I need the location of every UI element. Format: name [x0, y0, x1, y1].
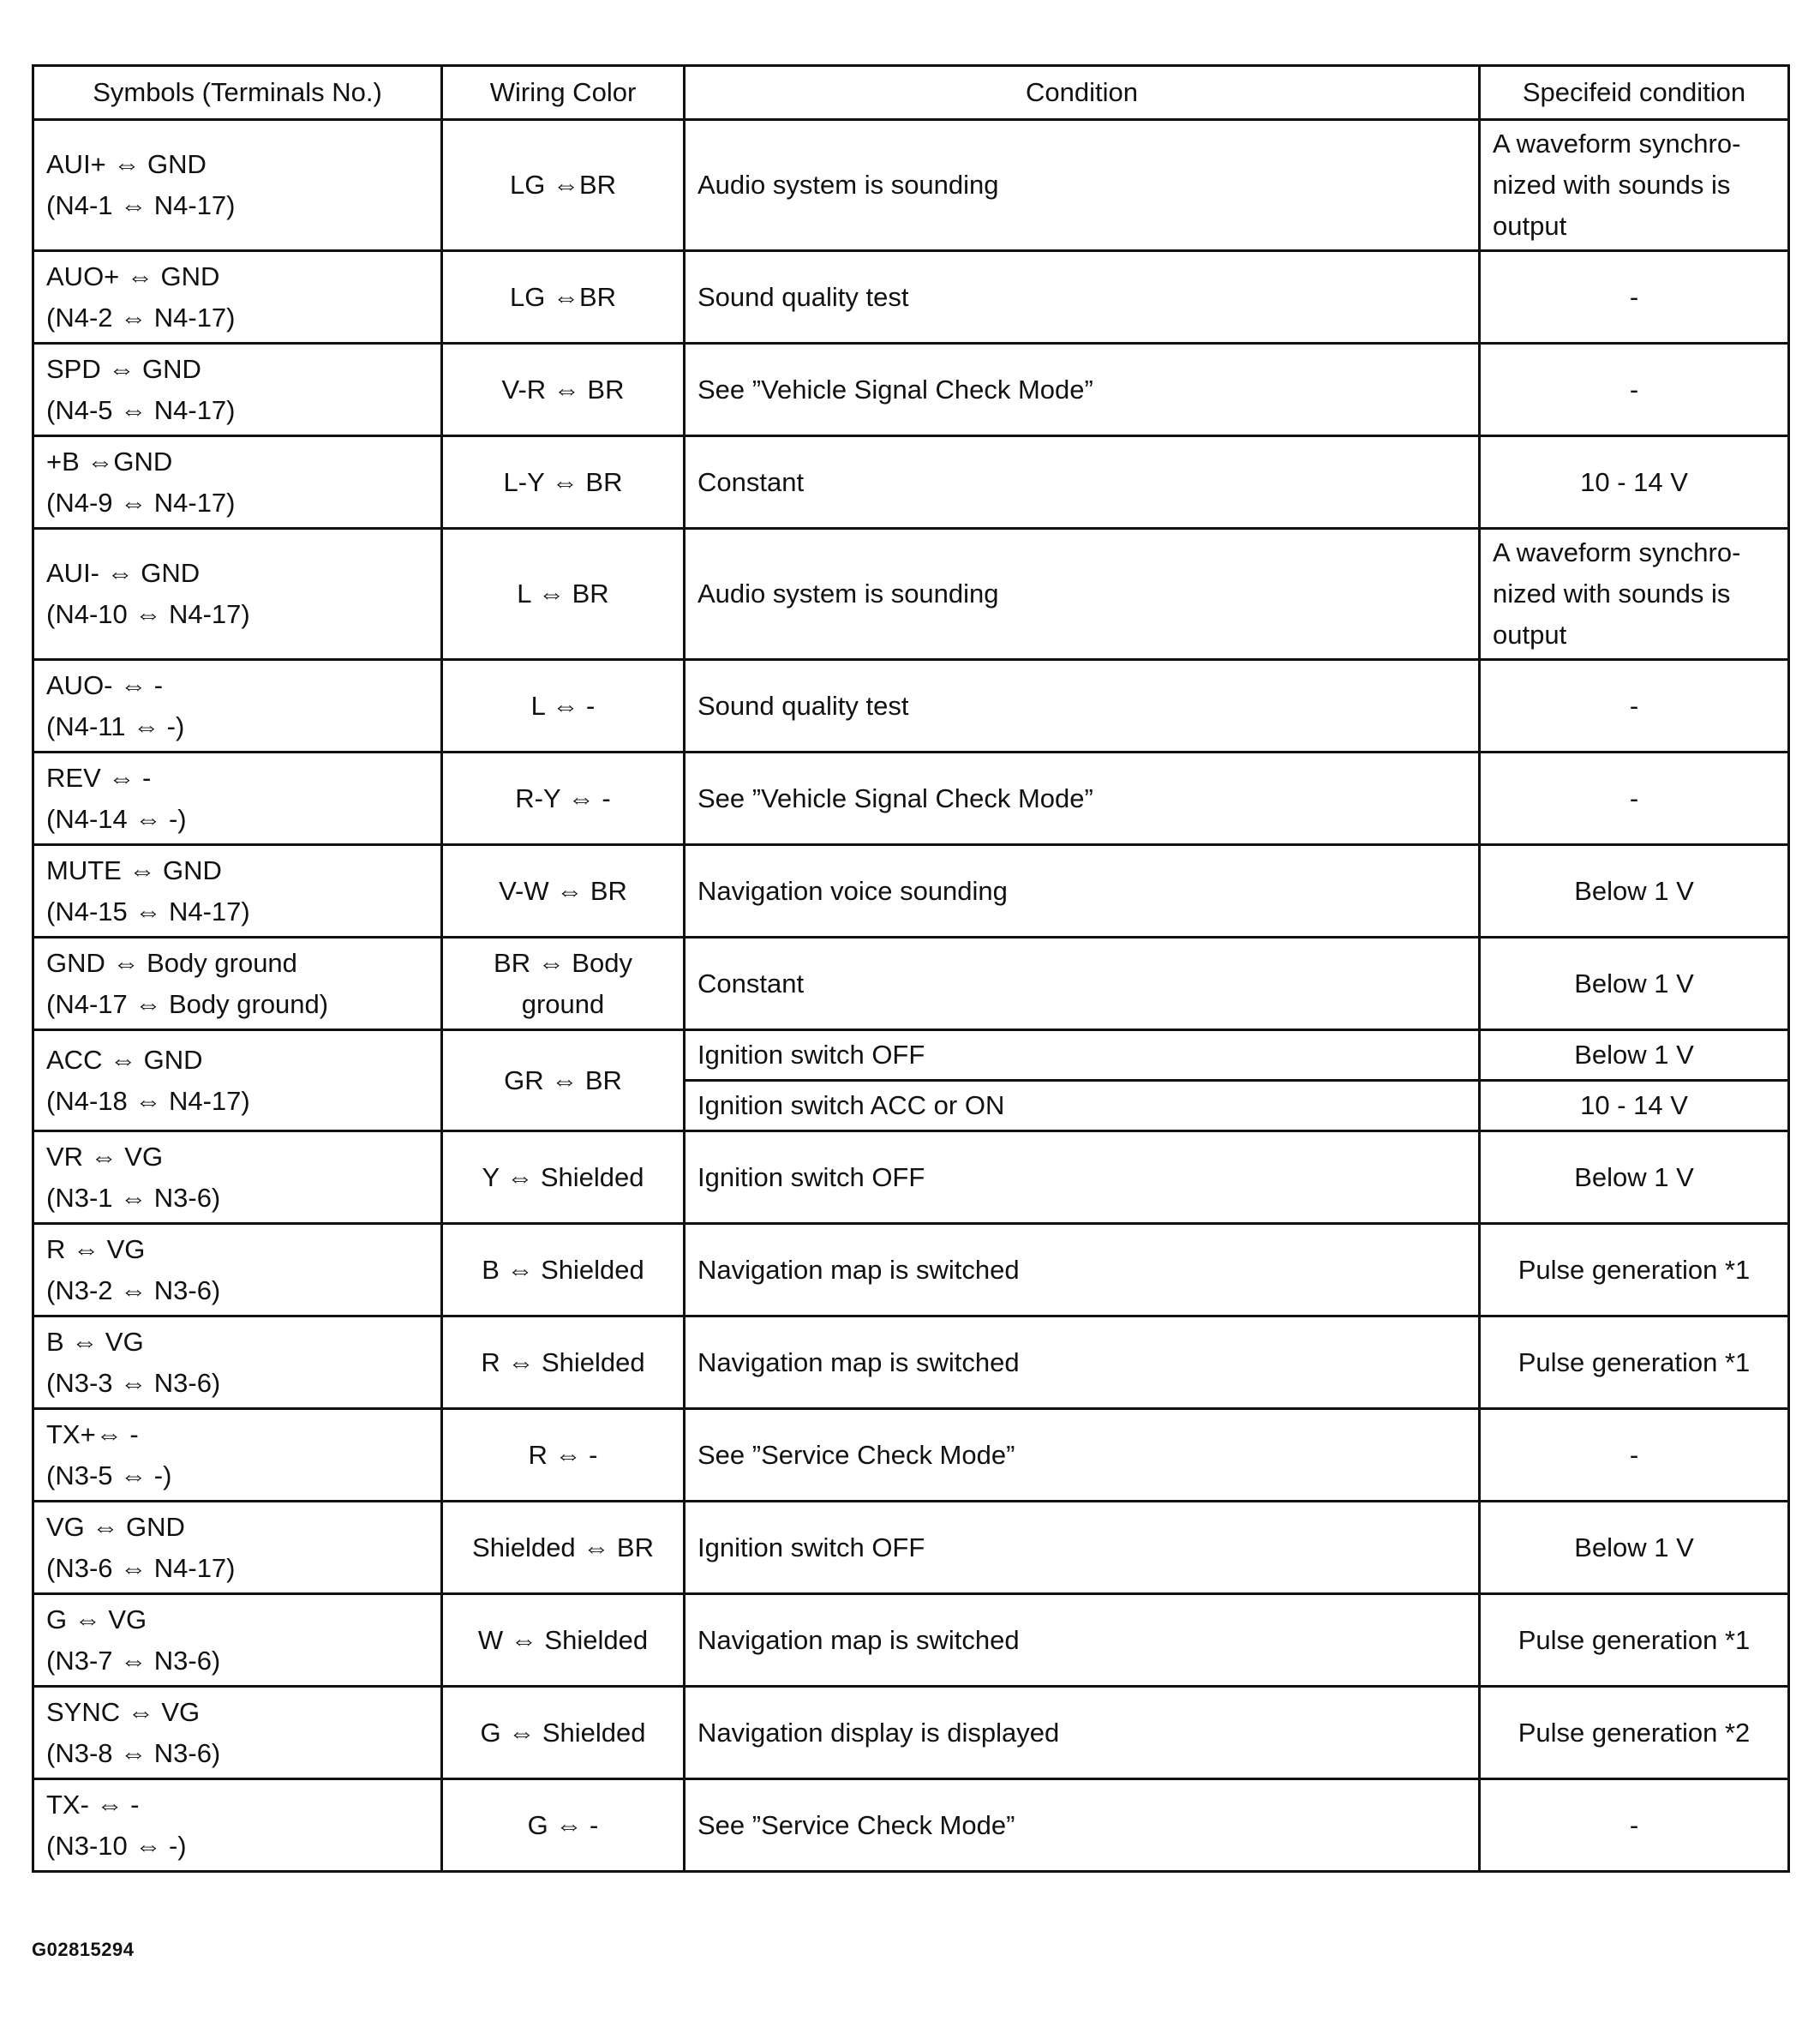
specified-condition-cell: - [1480, 251, 1789, 344]
condition-cell: Constant [685, 938, 1480, 1030]
table-header-row [33, 66, 1789, 120]
table-row [33, 1316, 1789, 1409]
symbol-text: SPD ⇔ GND [46, 353, 201, 384]
wiring-color-cell: V-R ⇔ BR [442, 344, 685, 436]
symbol-text: B ⇔ VG [46, 1326, 144, 1357]
table-row [33, 1779, 1789, 1872]
condition-cell: Navigation map is switched [685, 1594, 1480, 1687]
table-row [33, 753, 1789, 845]
condition-cell: Ignition switch OFF [685, 1030, 1480, 1081]
specified-condition-cell: - [1480, 1409, 1789, 1502]
condition-cell: See ”Service Check Mode” [685, 1409, 1480, 1502]
spec-line: nized with sounds is [1493, 170, 1731, 200]
symbol-cell [33, 529, 442, 660]
symbol-cell [33, 660, 442, 753]
terminal-text: (N4-11 ⇔ -) [46, 711, 185, 741]
specified-condition-cell: Below 1 V [1480, 1030, 1789, 1081]
symbol-text: SYNC ⇔ VG [46, 1696, 201, 1727]
terminal-text: (N3-8 ⇔ N3-6) [46, 1737, 221, 1768]
terminal-text: (N3-3 ⇔ N3-6) [46, 1367, 221, 1398]
symbol-text: R ⇔ VG [46, 1233, 146, 1264]
table-row [33, 436, 1789, 529]
table-row [33, 1224, 1789, 1316]
symbol-cell [33, 1316, 442, 1409]
specified-condition-cell: Pulse generation *1 [1480, 1224, 1789, 1316]
header-specified-condition: Specifeid condition [1480, 66, 1789, 120]
condition-cell: Navigation display is displayed [685, 1687, 1480, 1779]
figure-id: G02815294 [32, 1939, 135, 1960]
terminal-text: (N4-10 ⇔ N4-17) [46, 599, 250, 629]
condition-cell: Audio system is sounding [685, 529, 1480, 660]
terminal-text: (N3-1 ⇔ N3-6) [46, 1182, 221, 1213]
condition-cell: See ”Service Check Mode” [685, 1779, 1480, 1872]
terminal-text: (N4-5 ⇔ N4-17) [46, 394, 236, 425]
symbol-text: AUO+ ⇔ GND [46, 261, 220, 291]
wiring-color-cell: R ⇔ - [442, 1409, 685, 1502]
table-row [33, 1409, 1789, 1502]
terminal-text: (N4-9 ⇔ N4-17) [46, 487, 236, 518]
table-row [33, 1687, 1789, 1779]
header-symbols: Symbols (Terminals No.) [33, 66, 442, 120]
table-row [33, 1502, 1789, 1594]
symbol-text: +B ⇔GND [46, 446, 173, 477]
specified-condition-cell: 10 - 14 V [1480, 1081, 1789, 1131]
specified-condition-cell: - [1480, 660, 1789, 753]
terminal-table [32, 64, 1790, 1873]
terminal-text: (N3-7 ⇔ N3-6) [46, 1645, 221, 1676]
condition-cell: See ”Vehicle Signal Check Mode” [685, 753, 1480, 845]
wiring-color-cell: B ⇔ Shielded [442, 1224, 685, 1316]
wiring-color-cell: GR ⇔ BR [442, 1030, 685, 1131]
condition-cell: Constant [685, 436, 1480, 529]
symbol-cell [33, 251, 442, 344]
symbol-cell [33, 1224, 442, 1316]
spec-line: A waveform synchro- [1493, 537, 1741, 567]
condition-cell: See ”Vehicle Signal Check Mode” [685, 344, 1480, 436]
symbol-cell [33, 845, 442, 938]
symbol-cell [33, 1030, 442, 1131]
terminal-text: (N4-2 ⇔ N4-17) [46, 302, 236, 333]
table-row [33, 529, 1789, 660]
symbol-text: AUI+ ⇔ GND [46, 149, 207, 179]
spec-line: A waveform synchro- [1493, 129, 1741, 159]
symbol-cell [33, 1131, 442, 1224]
spec-line: output [1493, 620, 1567, 650]
terminal-text: (N3-6 ⇔ N4-17) [46, 1552, 236, 1583]
specified-condition-cell: Below 1 V [1480, 938, 1789, 1030]
wiring-color-cell: Y ⇔ Shielded [442, 1131, 685, 1224]
symbol-cell [33, 1594, 442, 1687]
condition-cell: Navigation map is switched [685, 1224, 1480, 1316]
table-row [33, 1030, 1789, 1081]
table-row [33, 660, 1789, 753]
table-row [33, 845, 1789, 938]
specified-condition-cell: - [1480, 344, 1789, 436]
table-row [33, 1594, 1789, 1687]
specified-condition-cell: Pulse generation *2 [1480, 1687, 1789, 1779]
condition-cell: Audio system is sounding [685, 120, 1480, 251]
terminal-text: (N4-17 ⇔ Body ground) [46, 988, 329, 1019]
specified-condition-cell: - [1480, 753, 1789, 845]
symbol-text: VG ⇔ GND [46, 1511, 185, 1542]
wiring-color-cell: LG ⇔BR [442, 120, 685, 251]
symbol-text: G ⇔ VG [46, 1604, 147, 1634]
terminal-text: (N4-1 ⇔ N4-17) [46, 190, 236, 220]
symbol-cell [33, 1687, 442, 1779]
symbol-cell [33, 120, 442, 251]
table-row [33, 120, 1789, 251]
symbol-cell [33, 436, 442, 529]
terminal-text: (N3-10 ⇔ -) [46, 1830, 187, 1861]
terminal-text: (N4-14 ⇔ -) [46, 803, 187, 834]
symbol-text: TX+⇔ - [46, 1418, 139, 1449]
wiring-color-cell: W ⇔ Shielded [442, 1594, 685, 1687]
condition-cell: Navigation voice sounding [685, 845, 1480, 938]
wiring-color-cell: V-W ⇔ BR [442, 845, 685, 938]
header-condition: Condition [685, 66, 1480, 120]
wiring-color-cell: Shielded ⇔ BR [442, 1502, 685, 1594]
symbol-text: REV ⇔ - [46, 762, 152, 793]
specified-condition-cell [1480, 529, 1789, 660]
condition-cell: Sound quality test [685, 251, 1480, 344]
condition-cell: Navigation map is switched [685, 1316, 1480, 1409]
table-row [33, 938, 1789, 1030]
table-row [33, 1131, 1789, 1224]
condition-cell: Ignition switch ACC or ON [685, 1081, 1480, 1131]
terminal-text: (N3-5 ⇔ -) [46, 1460, 172, 1490]
specified-condition-cell: Pulse generation *1 [1480, 1316, 1789, 1409]
wiring-color-cell: R-Y ⇔ - [442, 753, 685, 845]
symbol-text: MUTE ⇔ GND [46, 855, 222, 885]
symbol-cell [33, 1779, 442, 1872]
wiring-color-cell: L-Y ⇔ BR [442, 436, 685, 529]
terminal-text: (N3-2 ⇔ N3-6) [46, 1274, 221, 1305]
wiring-color-cell: L ⇔ - [442, 660, 685, 753]
symbol-cell [33, 753, 442, 845]
symbol-text: TX- ⇔ - [46, 1789, 140, 1820]
terminal-text: (N4-18 ⇔ N4-17) [46, 1085, 250, 1116]
wiring-color-cell: BR ⇔ Body ground [442, 938, 685, 1030]
table-row [33, 251, 1789, 344]
condition-cell: Sound quality test [685, 660, 1480, 753]
wiring-color-cell: G ⇔ - [442, 1779, 685, 1872]
spec-line: output [1493, 211, 1567, 241]
symbol-text: ACC ⇔ GND [46, 1044, 203, 1075]
symbol-cell [33, 1502, 442, 1594]
condition-cell: Ignition switch OFF [685, 1502, 1480, 1594]
wiring-color-cell: L ⇔ BR [442, 529, 685, 660]
specified-condition-cell: - [1480, 1779, 1789, 1872]
wiring-color-cell: G ⇔ Shielded [442, 1687, 685, 1779]
condition-cell: Ignition switch OFF [685, 1131, 1480, 1224]
symbol-text: AUI- ⇔ GND [46, 558, 201, 588]
symbol-text: VR ⇔ VG [46, 1141, 164, 1172]
header-wiring-color: Wiring Color [442, 66, 685, 120]
specified-condition-cell: Pulse generation *1 [1480, 1594, 1789, 1687]
terminal-text: (N4-15 ⇔ N4-17) [46, 896, 250, 927]
symbol-cell [33, 938, 442, 1030]
symbol-cell [33, 1409, 442, 1502]
specified-condition-cell: Below 1 V [1480, 1131, 1789, 1224]
symbol-cell [33, 344, 442, 436]
table-row [33, 344, 1789, 436]
spec-line: nized with sounds is [1493, 579, 1731, 609]
wiring-color-cell: LG ⇔BR [442, 251, 685, 344]
specified-condition-cell: 10 - 14 V [1480, 436, 1789, 529]
wiring-color-cell: R ⇔ Shielded [442, 1316, 685, 1409]
specified-condition-cell [1480, 120, 1789, 251]
symbol-text: AUO- ⇔ - [46, 669, 164, 700]
symbol-text: GND ⇔ Body ground [46, 947, 297, 978]
specified-condition-cell: Below 1 V [1480, 1502, 1789, 1594]
specified-condition-cell: Below 1 V [1480, 845, 1789, 938]
